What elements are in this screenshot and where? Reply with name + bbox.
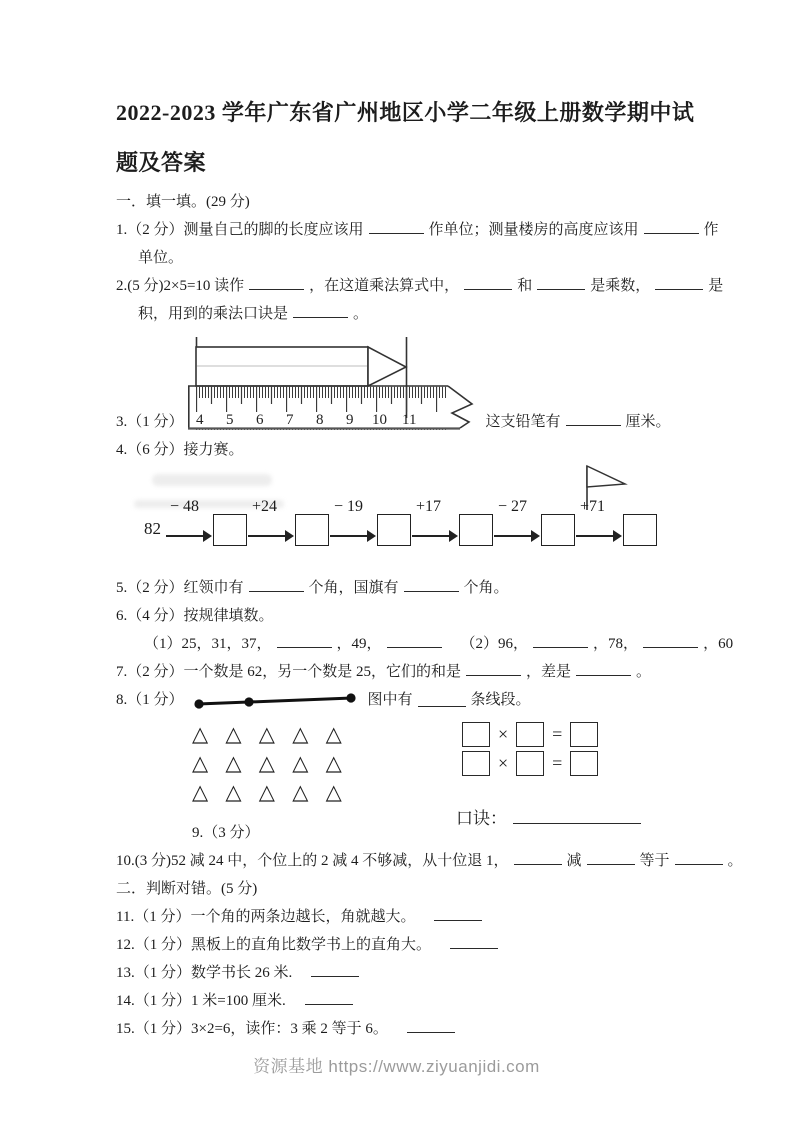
triangle-row: △ △ △ △ △ [192,722,345,746]
relay-op-label: − 19 [334,498,364,515]
pencil-ruler-figure [188,334,480,434]
q6-seq2-b: ，78， [593,636,639,652]
answer-blank [387,634,442,648]
answer-blank [466,662,521,676]
answer-blank [277,634,332,648]
koujue-label: 口诀： [456,809,507,828]
triangle-row: △ △ △ △ △ [192,780,345,804]
q7-text-3: 。 [636,664,652,680]
equation-box [462,722,490,747]
answer-blank [249,276,304,290]
q1-text-3: 作 [703,222,719,238]
answer-blank [576,662,631,676]
q1-text-2: 作单位；测量楼房的高度应该用 [428,222,639,238]
question-4-line [116,436,688,464]
footer-watermark [0,1052,793,1077]
q10-text-3: 等于 [639,853,670,869]
question-9-figure-block [116,720,688,847]
relay-step [247,498,329,546]
answer-blank [644,220,699,234]
times-sign: × [498,753,509,773]
q8-unit-text: 条线段。 [470,692,531,708]
equals-sign: = [552,753,563,773]
q3-label: 3.（1 分） [116,414,184,430]
q6-seq1-a: （1）25，31，37， [144,636,272,652]
faint-smudge [152,474,272,486]
equation-box [570,722,598,747]
q3-after-text: 这支铅笔有 [485,414,561,430]
answer-blank [311,963,359,977]
answer-blank [514,851,562,865]
q2-text-4: 是乘数， [590,278,651,294]
equation-box [462,751,490,776]
q2-text-5: 是 [708,278,724,294]
q12-text: 12.（1 分）黑板上的直角比数学书上的直角大。 [116,937,432,953]
question-8-row [116,686,688,714]
answer-blank [249,578,304,592]
answer-blank [537,276,585,290]
koujue-row [456,804,676,829]
relay-op-label: − 48 [170,498,200,515]
q2-text-7: 。 [353,306,369,322]
arrow-right-icon [166,498,212,546]
question-13-line [116,959,688,987]
answer-blank [434,907,482,921]
arrow-right-icon [248,498,294,546]
relay-step [411,498,493,546]
equation-box [570,751,598,776]
relay-answer-box [459,514,493,546]
relay-step [493,498,575,546]
ruler-number: 7 [285,412,294,428]
relay-op-label: +71 [580,498,606,515]
q11-text: 11.（1 分）一个角的两条边越长，角就越大。 [116,909,416,925]
footer-link[interactable]: 资源基地 https://www.ziyuanjidi.com [253,1057,540,1076]
q2-text-2: ，在这道乘法算式中， [309,278,460,294]
answer-blank [407,1019,455,1033]
question-6-line2 [144,630,734,658]
q3-text [486,410,671,434]
relay-op-label: − 27 [498,498,528,515]
question-11-line [116,903,688,931]
arrow-right-icon [330,498,376,546]
q13-text: 13.（1 分）数学书长 26 米. [116,965,293,981]
question-6-line1 [116,602,688,630]
relay-op-label: +17 [416,498,442,515]
equation-row [456,751,676,776]
line-segment-figure [192,689,360,711]
relay-step [329,498,411,546]
question-10-line [116,847,743,875]
q6-seq2-a: （2）96， [460,636,529,652]
answer-blank [675,851,723,865]
multiplication-equations [456,720,676,847]
question-7-line [116,658,688,686]
relay-chain [144,498,688,546]
q10-text-1: 10.(3 分)52 减 24 中，个位上的 2 减 4 不够减，从十位退 1， [116,853,509,869]
q6-seq2-c: ，60 [703,636,734,652]
arrow-right-icon [412,498,458,546]
times-sign: × [498,724,509,744]
q9-text: 9.（3 分） [192,825,260,841]
question-15-line [116,1015,688,1043]
triangle-grid [116,720,456,847]
question-2-line2 [138,300,688,328]
paper-title-line1: 2022-2023 学年广东省广州地区小学二年级上册数学期中试 [116,100,695,125]
answer-blank [418,693,466,707]
question-3-row [116,334,688,434]
answer-blank [533,634,588,648]
relay-race-figure [144,498,688,564]
question-1-line1 [116,216,719,244]
q3-unit-text: 厘米。 [625,414,671,430]
q8-after-text: 图中有 [367,692,413,708]
answer-blank [293,304,348,318]
q2-text-3: 和 [517,278,533,294]
relay-answer-box [377,514,411,546]
ruler-torn-edge [448,386,472,428]
q5-text-3: 个角。 [463,580,509,596]
relay-step [165,498,247,546]
answer-blank [655,276,703,290]
arrow-right-icon [494,498,540,546]
answer-blank [369,220,424,234]
ruler-number: 5 [225,412,234,428]
section-2-heading: 二．判断对错。(5 分) [116,881,258,897]
answer-blank [404,578,459,592]
question-2-line1 [116,272,724,300]
equation-row [456,722,676,747]
arrow-right-icon [576,498,622,546]
relay-answer-box [623,514,657,546]
equation-box [516,751,544,776]
paper-content [116,88,743,1043]
q7-text-2: ，差是 [526,664,572,680]
relay-answer-box [213,514,247,546]
question-14-line [116,987,688,1015]
equals-sign: = [552,724,563,744]
answer-blank [305,991,353,1005]
answer-blank [566,412,621,426]
question-12-line [116,931,688,959]
question-5-line [116,574,688,602]
q7-text-1: 7.（2 分）一个数是 62，另一个数是 25，它们的和是 [116,664,462,680]
q8-label: 8.（1 分） [116,692,184,708]
ruler-number: 10 [371,412,387,428]
q14-text: 14.（1 分）1 米=100 厘米. [116,993,286,1009]
relay-op-label: +24 [252,498,278,515]
answer-blank [587,851,635,865]
q6-text: 6.（4 分）按规律填数。 [116,608,274,624]
question-9-line [192,819,456,847]
relay-start-number: 82 [144,519,161,538]
q5-text-2: 个角，国旗有 [308,580,399,596]
q2-text-6: 积，用到的乘法口诀是 [138,306,289,322]
q5-text-1: 5.（2 分）红领巾有 [116,580,244,596]
ruler-number: 11 [401,412,416,428]
q10-text-4: 。 [727,853,743,869]
ruler-number: 8 [315,412,324,428]
answer-blank [450,935,498,949]
relay-answer-box [295,514,329,546]
question-1-line2 [138,244,688,272]
answer-blank-long [513,810,641,824]
q1-text-4: 单位。 [138,250,184,266]
ruler-number: 9 [345,412,354,428]
q4-text: 4.（6 分）接力赛。 [116,442,244,458]
pencil-tip [368,347,406,386]
paper-title-line2: 题及答案 [116,150,207,175]
answer-blank [643,634,698,648]
section-1-heading: 一．填一填。(29 分) [116,194,250,210]
q10-text-2: 减 [566,853,582,869]
relay-step [575,498,657,546]
q1-text-1: 1.（2 分）测量自己的脚的长度应该用 [116,222,364,238]
ruler-number: 4 [195,412,204,428]
q6-seq1-b: ，49， [336,636,382,652]
ruler-number: 6 [255,412,264,428]
q2-text-1: 2.(5 分)2×5=10 读作 [116,278,245,294]
triangle-row: △ △ △ △ △ [192,751,345,775]
answer-blank [464,276,512,290]
relay-answer-box [541,514,575,546]
equation-box [516,722,544,747]
q15-text: 15.（1 分）3×2=6，读作：3 乘 2 等于 6。 [116,1021,388,1037]
